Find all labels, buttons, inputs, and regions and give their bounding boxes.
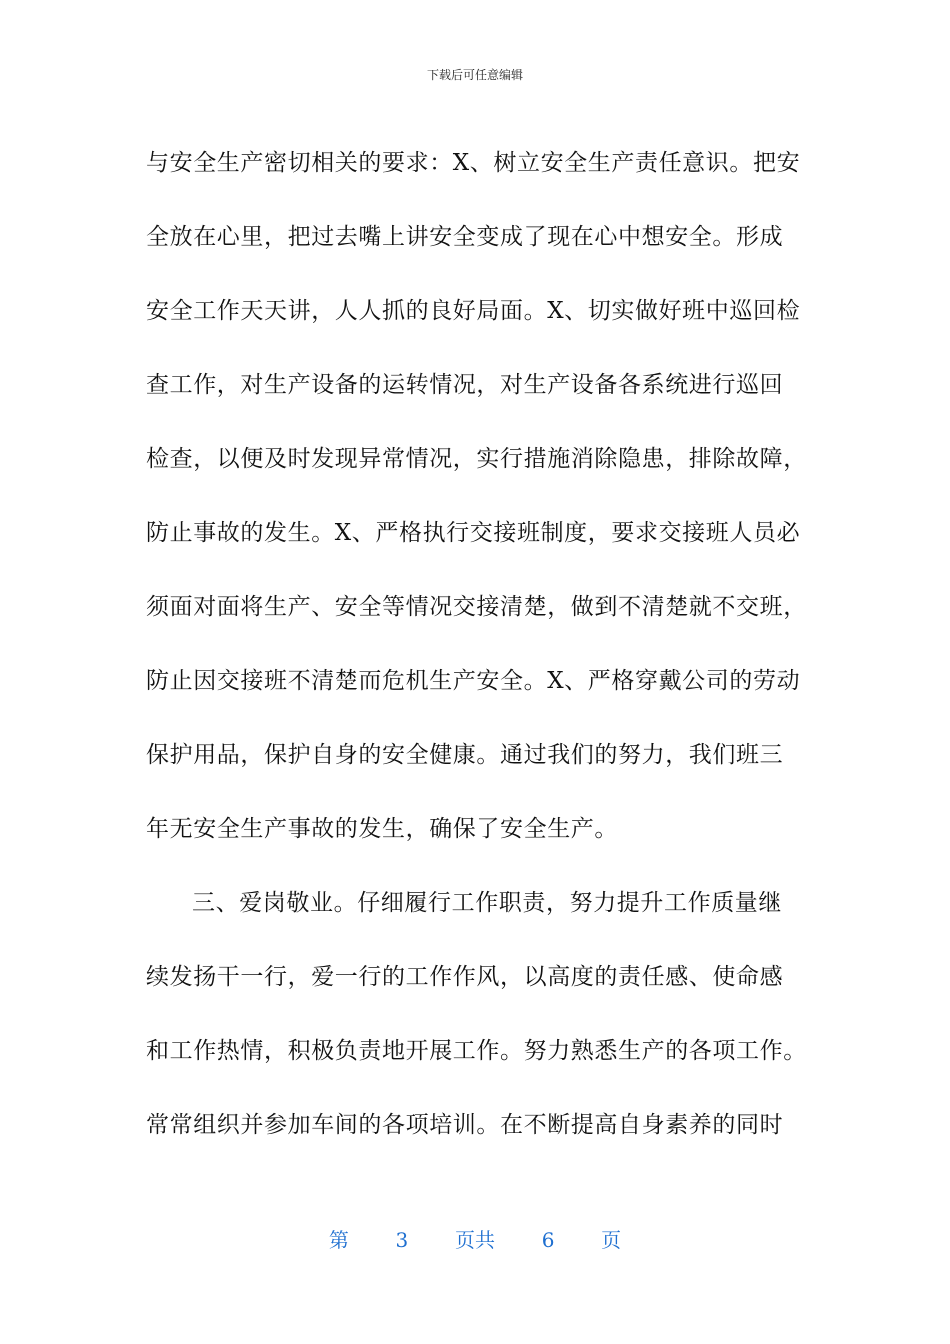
paragraph-line: 与安全生产密切相关的要求：X、树立安全生产责任意识。把安 [146,150,801,176]
paragraph-line: 续发扬干一行，爱一行的工作作风，以高度的责任感、使命感 [146,964,784,990]
page-header: 下载后可任意编辑 [426,68,523,82]
total-pages-number: 6 [541,1228,555,1252]
paragraph-line: 和工作热情，积极负责地开展工作。努力熟悉生产的各项工作。 [146,1038,807,1064]
paragraph-line: 防止事故的发生。X、严格执行交接班制度，要求交接班人员必 [146,520,801,546]
footer-suffix: 页 [601,1228,622,1252]
page-footer [0,1224,950,1253]
paragraph-line: 保护用品，保护自身的安全健康。通过我们的努力，我们班三 [146,742,784,768]
paragraph-line: 须面对面将生产、安全等情况交接清楚，做到不清楚就不交班， [146,594,807,620]
footer-middle: 页共 [455,1228,495,1252]
paragraph-line: 防止因交接班不清楚而危机生产安全。X、严格穿戴公司的劳动 [146,668,801,694]
paragraph-line: 年无安全生产事故的发生，确保了安全生产。 [146,816,618,842]
body-text [146,126,808,1162]
paragraph-line: 查工作，对生产设备的运转情况，对生产设备各系统进行巡回 [146,372,784,398]
current-page-number: 3 [395,1228,409,1252]
paragraph-line: 常常组织并参加车间的各项培训。在不断提高自身素养的同时 [146,1112,784,1138]
paragraph-line: 三、爱岗敬业。仔细履行工作职责，努力提升工作质量继 [192,890,782,916]
paragraph-line: 全放在心里，把过去嘴上讲安全变成了现在心中想安全。形成 [146,224,784,250]
footer-prefix: 第 [328,1228,349,1252]
paragraph-line: 安全工作天天讲，人人抓的良好局面。X、切实做好班中巡回检 [146,298,801,324]
paragraph-line: 检查，以便及时发现异常情况，实行措施消除隐患，排除故障， [146,446,807,472]
